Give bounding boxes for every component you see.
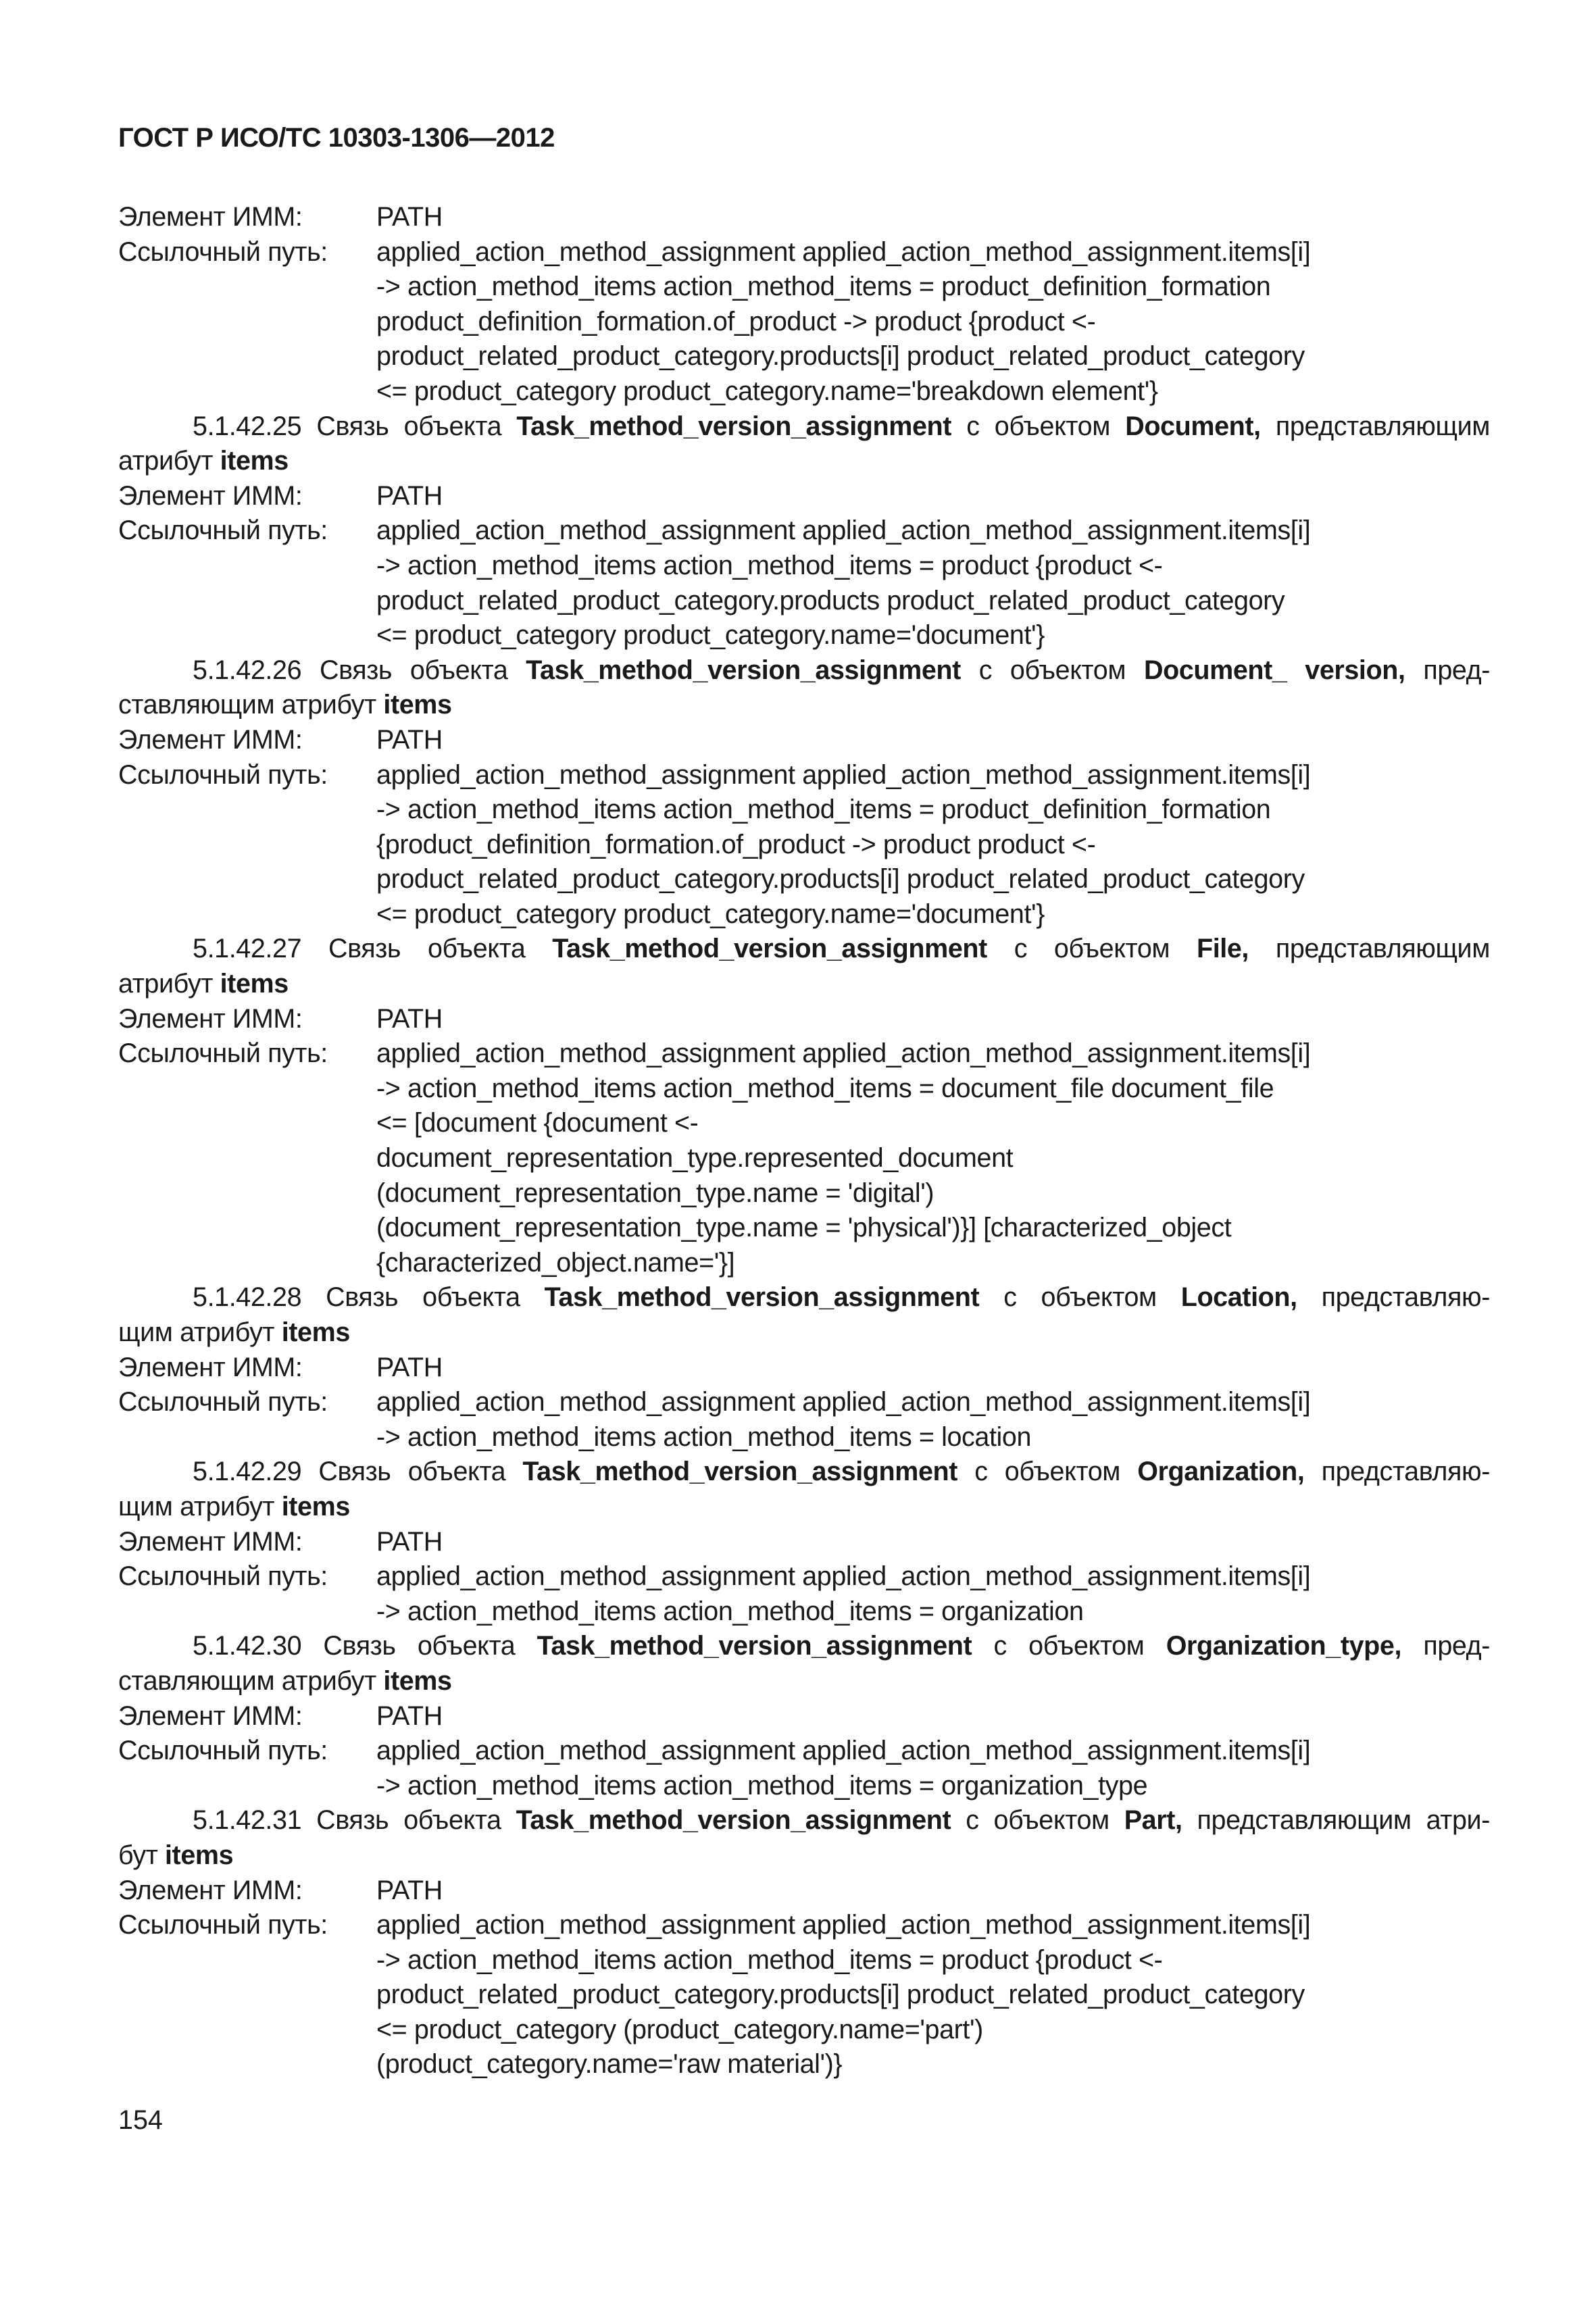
reference-label: Ссылочный путь: xyxy=(118,236,328,267)
section-heading-continued xyxy=(118,688,1490,723)
reference-path-text: applied_action_method_assignment applied_action_method_assignment.items[i] xyxy=(376,1038,1311,1069)
path-value: PATH xyxy=(376,1701,443,1731)
reference-label: Ссылочный путь: xyxy=(118,515,328,546)
path-value: PATH xyxy=(376,1003,443,1034)
target-entity: Organization_type, xyxy=(1166,1631,1402,1661)
section-number: 5.1.42.26 xyxy=(193,655,302,685)
section-number: 5.1.42.27 xyxy=(193,934,302,964)
heading-text: с объектом xyxy=(974,1457,1121,1487)
reference-path-line xyxy=(118,758,1490,793)
heading-text: представляю- xyxy=(1321,1282,1490,1313)
element-row xyxy=(118,1351,1490,1386)
section-heading-continued xyxy=(118,1490,1490,1525)
element-row xyxy=(118,479,1490,514)
heading-text: представляющим xyxy=(1275,934,1490,964)
section xyxy=(118,932,1490,1280)
path-value: PATH xyxy=(376,1352,443,1382)
path-value: PATH xyxy=(376,1875,443,1905)
heading-text: с объектом xyxy=(966,411,1110,441)
heading-text: Связь объекта xyxy=(316,1805,501,1836)
reference-label: Ссылочный путь: xyxy=(118,1038,328,1069)
entity-name: Task_method_version_assignment xyxy=(516,411,952,441)
heading-text: ставляющим атрибут xyxy=(118,690,376,720)
target-entity: Document_ version, xyxy=(1143,655,1405,685)
reference-path-text: -> action_method_items action_method_items = organization_type xyxy=(376,1770,1148,1801)
section-number: 5.1.42.31 xyxy=(193,1805,302,1836)
reference-path-text: -> action_method_items action_method_items = product {product <- xyxy=(376,1944,1163,1975)
section-heading xyxy=(118,653,1490,688)
reference-path-line xyxy=(118,1106,1490,1141)
heading-text: представляющим xyxy=(1275,411,1490,441)
reference-path-text: -> action_method_items action_method_items = location xyxy=(376,1422,1032,1452)
reference-path-line xyxy=(118,1211,1490,1246)
entity-name: Task_method_version_assignment xyxy=(537,1631,972,1661)
heading-text: Связь объекта xyxy=(318,1457,506,1487)
reference-path-line xyxy=(118,513,1490,549)
entity-name: Task_method_version_assignment xyxy=(522,1457,958,1487)
reference-path-text: <= product_category product_category.name='breakdown element'} xyxy=(376,376,1158,406)
target-entity: File, xyxy=(1196,934,1249,964)
reference-label: Ссылочный путь: xyxy=(118,1736,328,1766)
section xyxy=(118,1803,1490,2082)
section-number: 5.1.42.30 xyxy=(193,1631,302,1661)
heading-text: Связь объекта xyxy=(326,1282,520,1313)
reference-path-line xyxy=(118,1176,1490,1211)
reference-path-line xyxy=(118,2047,1490,2082)
section-heading-continued xyxy=(118,1664,1490,1699)
section xyxy=(118,409,1490,653)
reference-path-text: -> action_method_items action_method_items = product_definition_formation xyxy=(376,272,1271,302)
section-heading xyxy=(118,1280,1490,1315)
reference-path-line xyxy=(118,1559,1490,1594)
reference-path-text: applied_action_method_assignment applied_action_method_assignment.items[i] xyxy=(376,236,1311,267)
target-entity: Document, xyxy=(1125,411,1261,441)
attribute-name: items xyxy=(383,1665,452,1696)
reference-path-text: document_representation_type.represented_document xyxy=(376,1143,1014,1174)
target-entity: Organization, xyxy=(1137,1457,1305,1487)
reference-path-line xyxy=(118,584,1490,619)
document-header: ГОСТ Р ИСО/ТС 10303-1306—2012 xyxy=(118,123,555,153)
reference-path-line xyxy=(118,1036,1490,1072)
heading-text: атрибут xyxy=(118,446,214,476)
attribute-name: items xyxy=(383,690,452,720)
reference-path-line xyxy=(118,374,1490,409)
attribute-name: items xyxy=(164,1840,234,1870)
reference-path-line xyxy=(118,897,1490,932)
reference-path-line xyxy=(118,270,1490,305)
element-label: Элемент ИММ: xyxy=(118,1003,303,1034)
section-heading xyxy=(118,409,1490,445)
element-label: Элемент ИММ: xyxy=(118,1875,303,1905)
reference-path-text: product_related_product_category.products[i] product_related_product_category xyxy=(376,1980,1305,2010)
attribute-name: items xyxy=(220,969,289,999)
heading-text: ставляющим атрибут xyxy=(118,1665,376,1696)
heading-text: с объектом xyxy=(1014,934,1170,964)
section-heading-continued xyxy=(118,967,1490,1002)
entity-name: Task_method_version_assignment xyxy=(552,934,987,964)
reference-label: Ссылочный путь: xyxy=(118,1561,328,1592)
attribute-name: items xyxy=(220,446,289,476)
element-row xyxy=(118,723,1490,758)
section-number: 5.1.42.25 xyxy=(193,411,302,441)
element-row xyxy=(118,1002,1490,1037)
heading-text: пред- xyxy=(1423,655,1490,685)
heading-text: Связь объекта xyxy=(323,1631,516,1661)
heading-text: Связь объекта xyxy=(319,655,508,685)
reference-path-text: (document_representation_type.name = 'physical')}] [characterized_object xyxy=(376,1213,1232,1243)
heading-text: с объектом xyxy=(1003,1282,1157,1313)
heading-text: атрибут xyxy=(118,969,214,999)
reference-path-line xyxy=(118,1594,1490,1630)
element-row xyxy=(118,1873,1490,1909)
reference-path-text: <= product_category (product_category.name='part') xyxy=(376,2014,983,2044)
section xyxy=(118,653,1490,932)
section-heading xyxy=(118,932,1490,967)
element-row xyxy=(118,200,1490,235)
path-value: PATH xyxy=(376,1526,443,1557)
section-number: 5.1.42.28 xyxy=(193,1282,302,1313)
heading-text: Связь объекта xyxy=(328,934,526,964)
reference-path-text: -> action_method_items action_method_items = product {product <- xyxy=(376,550,1163,580)
element-label: Элемент ИММ: xyxy=(118,1701,303,1731)
heading-text: представляющим атри- xyxy=(1197,1805,1490,1836)
reference-path-text: {characterized_object.name='}] xyxy=(376,1247,735,1278)
reference-label: Ссылочный путь: xyxy=(118,1387,328,1417)
section-number: 5.1.42.29 xyxy=(193,1457,302,1487)
reference-path-text: <= [document {document <- xyxy=(376,1108,699,1138)
document-body xyxy=(118,200,1490,2082)
reference-path-line xyxy=(118,235,1490,270)
reference-path-text: <= product_category product_category.name='document'} xyxy=(376,620,1045,651)
reference-path-text: product_related_product_category.products[i] product_related_product_category xyxy=(376,341,1305,372)
section xyxy=(118,1629,1490,1803)
reference-path-line xyxy=(118,1420,1490,1455)
entity-name: Task_method_version_assignment xyxy=(516,1805,951,1836)
reference-path-text: applied_action_method_assignment applied_action_method_assignment.items[i] xyxy=(376,1736,1311,1766)
reference-path-text: (product_category.name='raw material')} xyxy=(376,2049,843,2080)
element-label: Элемент ИММ: xyxy=(118,1352,303,1382)
reference-path-line xyxy=(118,1908,1490,1943)
reference-path-text: {product_definition_formation.of_product -> product product <- xyxy=(376,829,1096,859)
reference-path-line xyxy=(118,793,1490,828)
element-label: Элемент ИММ: xyxy=(118,1526,303,1557)
element-label: Элемент ИММ: xyxy=(118,724,303,755)
entity-name: Task_method_version_assignment xyxy=(544,1282,980,1313)
reference-path-text: product_definition_formation.of_product -> product {product <- xyxy=(376,306,1096,336)
reference-path-text: applied_action_method_assignment applied_action_method_assignment.items[i] xyxy=(376,1387,1311,1417)
reference-path-text: (document_representation_type.name = 'digital') xyxy=(376,1178,934,1208)
reference-path-line xyxy=(118,1943,1490,1978)
target-entity: Location, xyxy=(1180,1282,1297,1313)
element-row xyxy=(118,1699,1490,1734)
heading-text: пред- xyxy=(1423,1631,1490,1661)
reference-path-line xyxy=(118,1978,1490,2013)
reference-path-line xyxy=(118,828,1490,863)
heading-text: с объектом xyxy=(978,655,1126,685)
section xyxy=(118,1280,1490,1455)
reference-path-line xyxy=(118,2013,1490,2048)
page-number: 154 xyxy=(118,2105,163,2135)
section-heading-continued xyxy=(118,1838,1490,1873)
reference-path-line xyxy=(118,862,1490,897)
reference-path-text: product_related_product_category.products[i] product_related_product_category xyxy=(376,864,1305,895)
section-heading xyxy=(118,1803,1490,1838)
reference-path-text: -> action_method_items action_method_items = product_definition_formation xyxy=(376,795,1271,825)
target-entity: Part, xyxy=(1124,1805,1182,1836)
reference-path-line xyxy=(118,339,1490,374)
reference-path-text: -> action_method_items action_method_items = organization xyxy=(376,1596,1084,1626)
reference-label: Ссылочный путь: xyxy=(118,1910,328,1940)
element-label: Элемент ИММ: xyxy=(118,480,303,511)
entity-name: Task_method_version_assignment xyxy=(526,655,961,685)
reference-path-line xyxy=(118,1141,1490,1176)
heading-text: Связь объекта xyxy=(316,411,502,441)
path-value: PATH xyxy=(376,480,443,511)
reference-label: Ссылочный путь: xyxy=(118,759,328,790)
reference-path-text: applied_action_method_assignment applied_action_method_assignment.items[i] xyxy=(376,1561,1311,1592)
section-heading xyxy=(118,1629,1490,1664)
reference-path-text: <= product_category product_category.name='document'} xyxy=(376,899,1045,929)
section xyxy=(118,1455,1490,1629)
reference-path-line xyxy=(118,305,1490,340)
reference-path-line xyxy=(118,1072,1490,1107)
reference-path-text: applied_action_method_assignment applied_action_method_assignment.items[i] xyxy=(376,1910,1311,1940)
reference-path-line xyxy=(118,1246,1490,1281)
heading-text: с объектом xyxy=(993,1631,1145,1661)
attribute-name: items xyxy=(281,1491,350,1521)
heading-text: с объектом xyxy=(966,1805,1109,1836)
reference-path-line xyxy=(118,549,1490,584)
reference-path-text: product_related_product_category.products product_related_product_category xyxy=(376,585,1285,615)
attribute-name: items xyxy=(281,1317,350,1347)
reference-path-text: applied_action_method_assignment applied_action_method_assignment.items[i] xyxy=(376,759,1311,790)
reference-path-text: applied_action_method_assignment applied_action_method_assignment.items[i] xyxy=(376,515,1311,546)
heading-text: щим атрибут xyxy=(118,1491,275,1521)
path-value: PATH xyxy=(376,724,443,755)
section-heading xyxy=(118,1455,1490,1490)
element-label: Элемент ИММ: xyxy=(118,202,303,232)
section-heading-continued xyxy=(118,444,1490,479)
section-heading-continued xyxy=(118,1315,1490,1351)
element-row xyxy=(118,1525,1490,1560)
heading-text: бут xyxy=(118,1840,158,1870)
reference-path-line xyxy=(118,1385,1490,1420)
reference-path-text: -> action_method_items action_method_items = document_file document_file xyxy=(376,1073,1274,1103)
reference-path-line xyxy=(118,618,1490,653)
heading-text: щим атрибут xyxy=(118,1317,275,1347)
path-value: PATH xyxy=(376,202,443,232)
heading-text: представляю- xyxy=(1321,1457,1490,1487)
reference-path-line xyxy=(118,1734,1490,1769)
reference-path-line xyxy=(118,1769,1490,1804)
section xyxy=(118,200,1490,409)
